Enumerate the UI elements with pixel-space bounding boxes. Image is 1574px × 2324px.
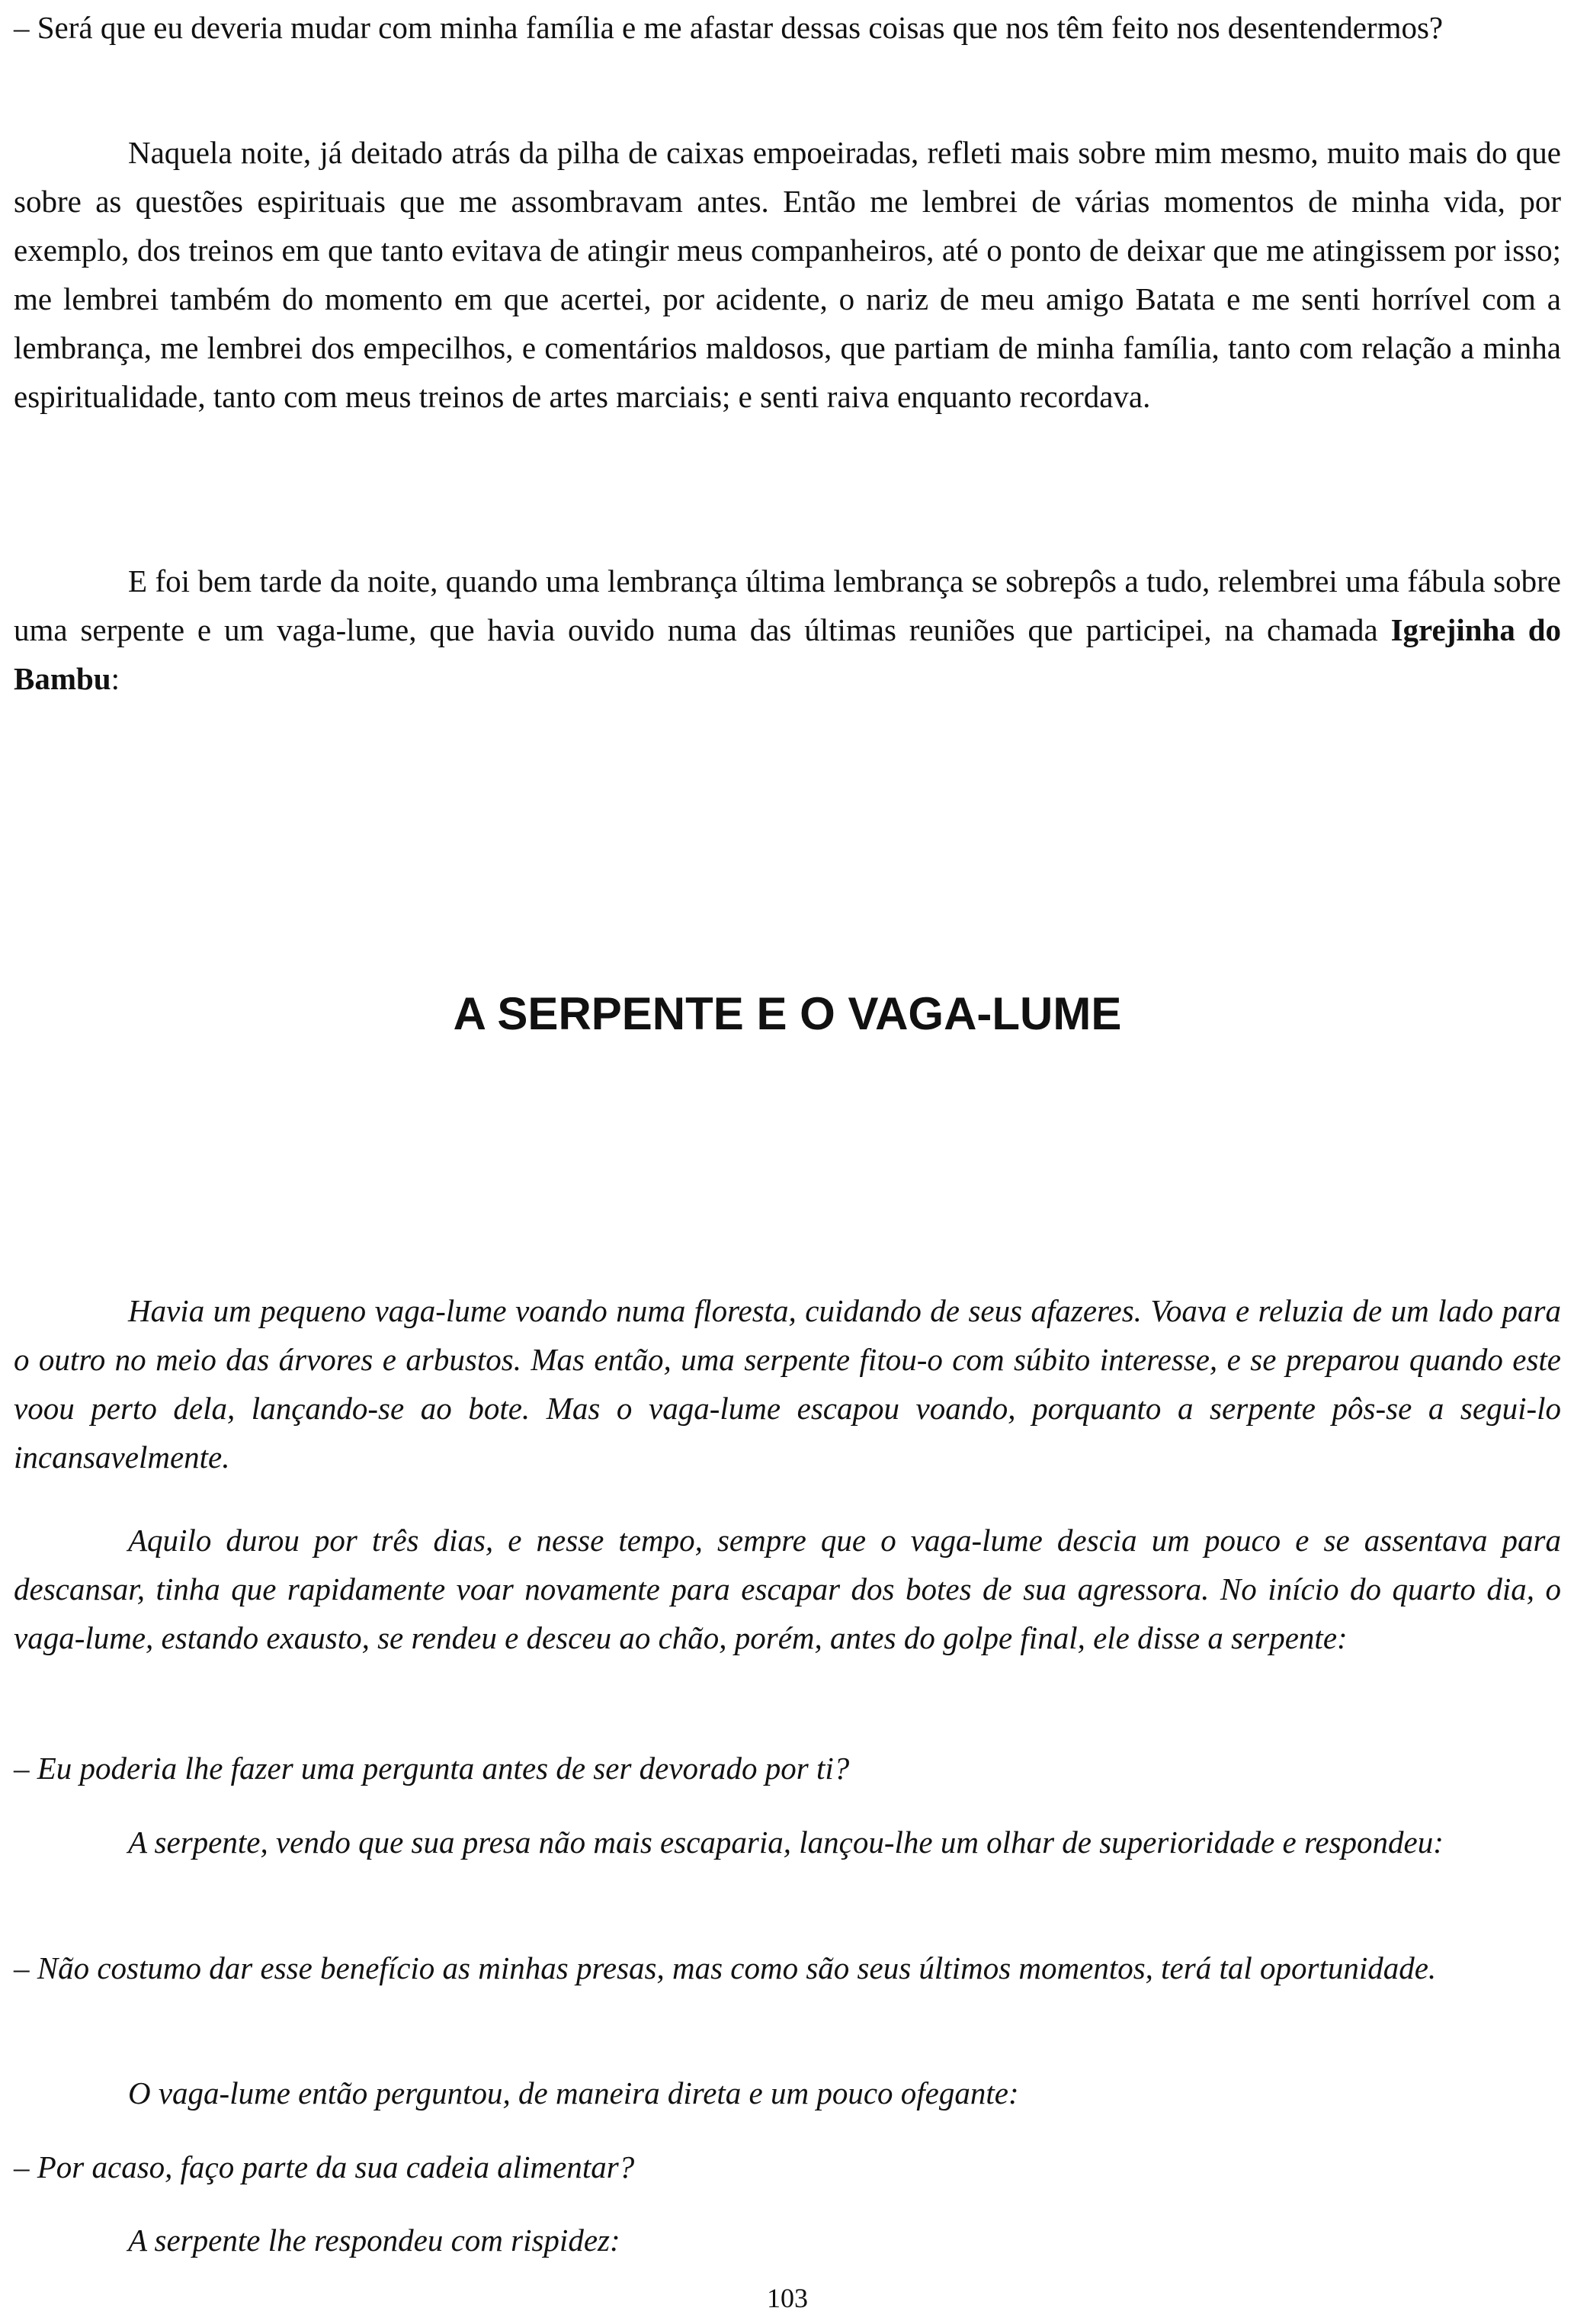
story-paragraph: A serpente, vendo que sua presa não mais escaparia, lançou-lhe um olhar de superioridade e respondeu:	[128, 1825, 1444, 1860]
document-page	[14, 0, 1561, 2324]
dialogue-paragraph: – Será que eu deveria mudar com minha família e me afastar dessas coisas que nos têm feito nos desentendermos?	[14, 10, 1444, 45]
church-name: Igrejinha do Bambu	[14, 612, 1562, 696]
intro-text: E foi bem tarde da noite, quando uma lembrança última lembrança se sobrepôs a tudo, relembrei uma fábula sobre uma serpente e um vaga-lume, que havia ouvido numa das últimas reuniões que participei, na chamada	[14, 563, 1561, 647]
page-number: 103	[767, 2283, 808, 2313]
story-dialogue: – Eu poderia lhe fazer uma pergunta antes de ser devorado por ti?	[14, 1751, 850, 1786]
story-dialogue: – Por acaso, faço parte da sua cadeia alimentar?	[14, 2149, 635, 2184]
story-dialogue: – Não costumo dar esse benefício as minhas presas, mas como são seus últimos momentos, terá tal oportunidade.	[14, 1950, 1437, 1985]
intro-colon: :	[111, 661, 120, 696]
story-paragraph: O vaga-lume então perguntou, de maneira direta e um pouco ofegante:	[128, 2075, 1019, 2111]
body-paragraph-intro	[14, 557, 1561, 703]
body-paragraph: Naquela noite, já deitado atrás da pilha de caixas empoeiradas, refleti mais sobre mim mesmo, muito mais do que sobre as questões espirituais que me assombravam antes. Então me lembrei de várias momentos de minha vida, por exemplo, dos treinos em que tanto evitava de atingir meus companheiros, até o ponto de deixar que me atingissem por isso; me lembrei também do momento em que acertei, por acidente, o nariz de meu amigo Batata e me senti horrível com a lembrança, me lembrei dos empecilhos, e comentários maldosos, que partiam de minha família, tanto com relação a minha espiritualidade, tanto com meus treinos de artes marciais; e senti raiva enquanto recordava.	[14, 135, 1561, 414]
story-paragraph: Aquilo durou por três dias, e nesse tempo, sempre que o vaga-lume descia um pouco e se assentava para descansar, tinha que rapidamente voar novamente para escapar dos botes de sua agressora. No início do quarto dia, o vaga-lume, estando exausto, se rendeu e desceu ao chão, porém, antes do golpe final, ele disse a serpente:	[14, 1523, 1561, 1655]
story-title: A SERPENTE E O VAGA-LUME	[453, 988, 1122, 1039]
story-paragraph: A serpente lhe respondeu com rispidez:	[128, 2223, 620, 2258]
story-paragraph: Havia um pequeno vaga-lume voando numa floresta, cuidando de seus afazeres. Voava e reluzia de um lado para o outro no meio das árvores e arbustos. Mas então, uma serpente fitou-o com súbito interesse, e se preparou quando este voou perto dela, lançando-se ao bote. Mas o vaga-lume escapou voando, porquanto a serpente pôs-se a segui-lo incansavelmente.	[14, 1293, 1561, 1475]
